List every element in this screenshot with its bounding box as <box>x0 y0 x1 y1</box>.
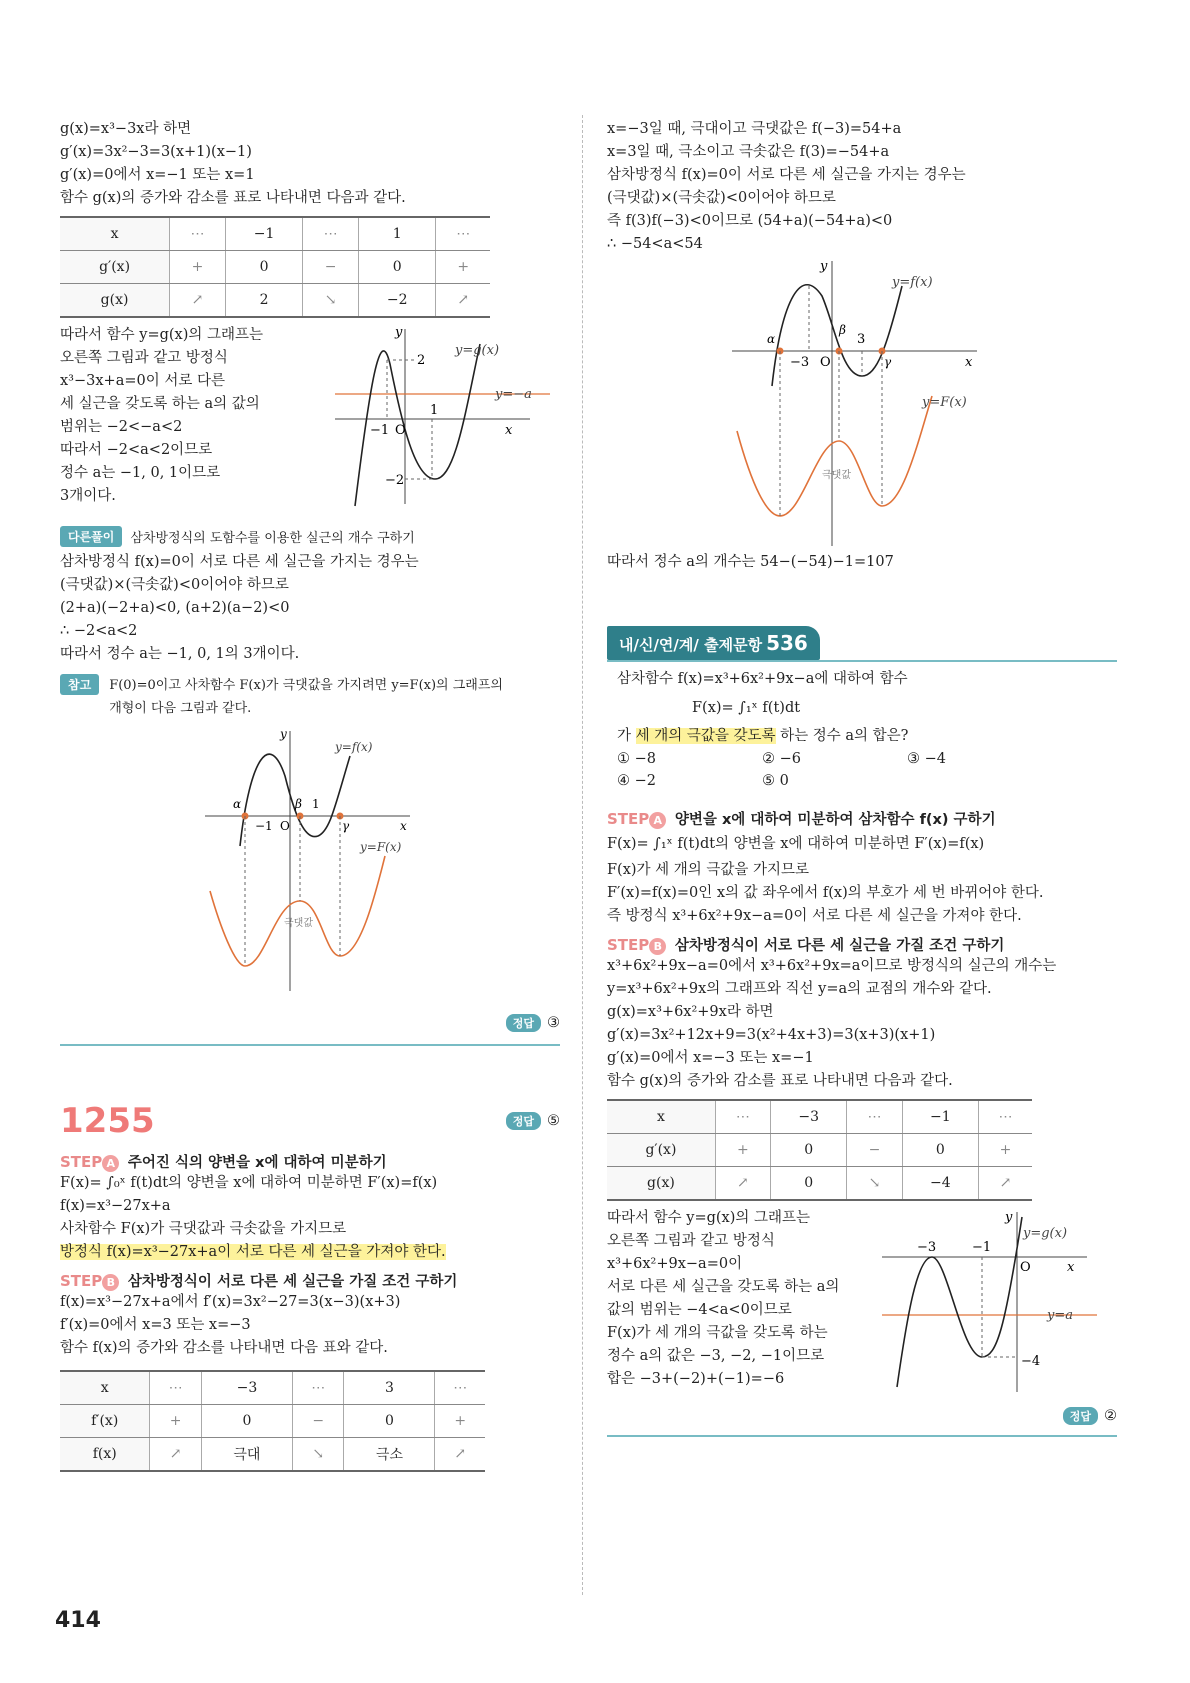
text-line: 삼차방정식 f(x)=0이 서로 다른 세 실근을 가지는 경우는 <box>607 167 966 183</box>
text-line: g(x)=x³−3x라 하면 <box>60 121 192 137</box>
left-column <box>60 118 560 1478</box>
table-row <box>60 1405 485 1438</box>
text-line: F(x)가 세 개의 극값을 가지므로 <box>607 862 810 878</box>
tick-label: 3 <box>857 332 866 347</box>
text-line: 따라서 함수 y=g(x)의 그래프는 <box>607 1210 811 1226</box>
table-cell: ⋯ <box>170 217 226 251</box>
text-line: F(x)= ∫₁ˣ f(t)dt <box>692 700 801 716</box>
beta-label: β <box>839 323 846 337</box>
origin-label: O <box>280 819 290 833</box>
text-line: g′(x)=0에서 x=−1 또는 x=1 <box>60 167 255 183</box>
table-cell: −1 <box>902 1100 979 1134</box>
table-cell: ↗ <box>170 284 226 318</box>
note-section <box>60 674 560 1014</box>
table-cell: ⋯ <box>435 1371 485 1405</box>
table-cell: 0 <box>225 251 302 284</box>
curve-f-label: y=f(x) <box>335 740 373 754</box>
problem-536-body <box>607 668 1117 792</box>
table-cell: − <box>303 251 359 284</box>
table-row <box>60 217 490 251</box>
text-line: y=x³+6x²+9x의 그래프와 직선 y=a의 교점의 개수와 같다. <box>607 981 992 997</box>
text-line: x=3일 때, 극소이고 극솟값은 f(3)=−54+a <box>607 144 890 160</box>
step-label: STEP <box>60 1272 103 1290</box>
table-cell: 2 <box>225 284 302 318</box>
text-line: F(x)= ∫₁ˣ f(t)dt의 양변을 x에 대하여 미분하면 F′(x)=f(x) <box>607 836 985 852</box>
table-row <box>607 1134 1032 1167</box>
text-line: 개형이 다음 그림과 같다. <box>109 701 252 716</box>
max-value-label: 극댓값 <box>822 470 851 481</box>
table-cell: −3 <box>770 1100 847 1134</box>
text-line: ∴ −2<a<2 <box>60 623 138 639</box>
table-cell: + <box>150 1405 201 1438</box>
tick-label: 1 <box>430 403 439 418</box>
table-cell: 0 <box>902 1134 979 1167</box>
tick-label: −3 <box>917 1240 937 1255</box>
graph-section-1 <box>60 324 560 514</box>
table-cell: ⋯ <box>715 1100 770 1134</box>
gamma-label: γ <box>884 355 892 369</box>
graph-section-4 <box>607 1207 1117 1407</box>
text-line: 함수 f(x)의 증가와 감소를 나타내면 다음 표와 같다. <box>60 1340 388 1356</box>
y-axis-label: y <box>820 259 828 274</box>
table-cell: 1 <box>358 217 435 251</box>
y-axis-label: y <box>395 325 403 340</box>
alt-title: 삼차방정식의 도함수를 이용한 실근의 개수 구하기 <box>130 531 415 546</box>
step-letter: B <box>102 1274 119 1291</box>
text-line: x³+6x²+9x−a=0이 <box>607 1256 743 1272</box>
text-line: 즉 f(3)f(−3)<0이므로 (54+a)(−54+a)<0 <box>607 213 893 229</box>
table-cell: x <box>60 1371 150 1405</box>
text-line: 서로 다른 세 실근을 갖도록 하는 a의 <box>607 1279 840 1295</box>
tick-label: −3 <box>790 355 810 370</box>
table-cell: 0 <box>201 1405 292 1438</box>
table-cell: 0 <box>344 1405 435 1438</box>
cubic-graph-g2 <box>877 1207 1102 1397</box>
text-line: x=−3일 때, 극대이고 극댓값은 f(−3)=54+a <box>607 121 902 137</box>
table-cell: ⋯ <box>436 217 490 251</box>
choice-2[interactable]: ② −6 <box>762 751 801 767</box>
text-line: x³−3x+a=0이 서로 다른 <box>60 373 225 389</box>
text-line: 따라서 −2<a<2이므로 <box>60 442 213 458</box>
table-cell: 극대 <box>201 1438 292 1472</box>
table-cell: + <box>715 1134 770 1167</box>
table-cell: + <box>979 1134 1032 1167</box>
text-line: 즉 방정식 x³+6x²+9x−a=0이 서로 다른 세 실근을 가져야 한다. <box>607 908 1022 924</box>
text-line: 세 실근을 갖도록 하는 a의 값의 <box>60 396 260 412</box>
problem-number: 1255 <box>60 1101 155 1141</box>
line-label: y=a <box>1047 1308 1073 1323</box>
table-cell: f′(x) <box>60 1405 150 1438</box>
table-cell: −2 <box>358 284 435 318</box>
table-cell: ⋯ <box>150 1371 201 1405</box>
text-line: 함수 g(x)의 증가와 감소를 표로 나타내면 다음과 같다. <box>607 1073 953 1089</box>
max-value-label: 극댓값 <box>284 918 313 929</box>
text-line: g′(x)=0에서 x=−3 또는 x=−1 <box>607 1050 814 1066</box>
highlight-text: 방정식 f(x)=x³−27x+a이 서로 다른 세 실근을 가져야 한다. <box>60 1244 446 1260</box>
answer-badge: 정답 <box>506 1014 541 1032</box>
question-text-post: 하는 정수 a의 합은? <box>775 728 909 744</box>
text-line: g′(x)=3x²+12x+9=3(x²+4x+3)=3(x+3)(x+1) <box>607 1027 936 1043</box>
step-a-right <box>607 808 1117 829</box>
answer-badge: 정답 <box>1063 1407 1098 1425</box>
table-cell: ↘ <box>292 1438 343 1472</box>
text-line: x³+6x²+9x−a=0에서 x³+6x²+9x=a이므로 방정식의 실근의 개수는 <box>607 958 1057 974</box>
text-line: 사차함수 F(x)가 극댓값과 극솟값을 가지므로 <box>60 1221 347 1237</box>
table-cell: ⋯ <box>979 1100 1032 1134</box>
curve-F-label: y=F(x) <box>360 840 402 854</box>
table-cell: 0 <box>358 251 435 284</box>
table-cell: − <box>847 1134 902 1167</box>
table-row <box>607 1100 1032 1134</box>
problem-head <box>607 626 820 660</box>
text-line: 범위는 −2<−a<2 <box>60 419 183 435</box>
tick-label: −2 <box>385 473 405 488</box>
table-cell: −1 <box>225 217 302 251</box>
table-cell: g′(x) <box>60 251 170 284</box>
text-line: ∴ −54<a<54 <box>607 236 703 252</box>
alt-solution <box>60 526 560 666</box>
table-row <box>60 284 490 318</box>
curve-label: y=g(x) <box>1023 1226 1068 1241</box>
table-cell: x <box>607 1100 715 1134</box>
step-letter: B <box>649 938 666 955</box>
table-cell: ↗ <box>435 1438 485 1472</box>
right-column <box>607 118 1117 1437</box>
text-line: 삼차방정식 f(x)=0이 서로 다른 세 실근을 가지는 경우는 <box>60 554 419 570</box>
answer-row-1 <box>60 1014 560 1032</box>
table-cell: ↗ <box>979 1167 1032 1201</box>
x-axis-label: x <box>400 819 407 833</box>
text-line: (2+a)(−2+a)<0, (a+2)(a−2)<0 <box>60 600 290 616</box>
answer-value: ⑤ <box>547 1113 560 1129</box>
answer-value: ② <box>1104 1408 1117 1424</box>
variation-table-g2 <box>607 1099 1032 1201</box>
text-line: (극댓값)×(극솟값)<0이어야 하므로 <box>607 190 836 206</box>
table-cell: 3 <box>344 1371 435 1405</box>
table-cell: ↘ <box>847 1167 902 1201</box>
table-cell: f(x) <box>60 1438 150 1472</box>
text-line: (극댓값)×(극솟값)<0이어야 하므로 <box>60 577 289 593</box>
text-line: F(x)가 세 개의 극값을 갖도록 하는 <box>607 1325 828 1341</box>
text-line: 오른쪽 그림과 같고 방정식 <box>607 1233 775 1249</box>
section-rule <box>60 1044 560 1046</box>
alt-badge: 다른풀이 <box>60 526 122 547</box>
text-line: 합은 −3+(−2)+(−1)=−6 <box>607 1371 785 1387</box>
origin-label: O <box>820 355 831 370</box>
text-line: 삼차함수 f(x)=x³+6x²+9x−a에 대하여 함수 <box>617 671 908 687</box>
tick-label: 1 <box>312 797 320 811</box>
x-axis-label: x <box>505 423 513 438</box>
curve-f-label: y=f(x) <box>892 275 933 290</box>
cubic-graph-g <box>330 324 560 509</box>
table-cell: + <box>170 251 226 284</box>
step-label: STEP <box>607 810 650 828</box>
table-cell: ↗ <box>150 1438 201 1472</box>
step-title: 주어진 식의 양변을 x에 대하여 미분하기 <box>127 1155 387 1171</box>
column-divider <box>582 115 583 1595</box>
step-label: STEP <box>60 1153 103 1171</box>
variation-table-f <box>60 1370 485 1472</box>
x-axis-label: x <box>965 355 973 370</box>
tick-label: −1 <box>370 423 390 438</box>
step-b-left <box>60 1270 560 1291</box>
page-number: 414 <box>55 1608 101 1633</box>
table-row <box>60 251 490 284</box>
table-row <box>60 1438 485 1472</box>
table-cell: g(x) <box>60 284 170 318</box>
answer-row-right <box>607 1407 1117 1425</box>
gamma-label: γ <box>342 819 350 833</box>
problem-head-number: 536 <box>766 631 808 655</box>
step-title: 양변을 x에 대하여 미분하여 삼차함수 f(x) 구하기 <box>674 812 996 828</box>
table-cell: + <box>435 1405 485 1438</box>
choice-5[interactable]: ⑤ 0 <box>762 773 789 789</box>
table-cell: −4 <box>902 1167 979 1201</box>
line-label: y=−a <box>495 387 532 402</box>
alpha-label: α <box>767 332 776 346</box>
y-axis-label: y <box>1005 1210 1013 1225</box>
text-line: g(x)=x³+6x²+9x라 하면 <box>607 1004 774 1020</box>
alpha-label: α <box>233 797 242 811</box>
choice-1[interactable]: ① −8 <box>617 751 656 767</box>
text-line: 3개이다. <box>60 488 116 504</box>
table-cell: ↗ <box>436 284 490 318</box>
step-a-left <box>60 1151 560 1172</box>
answer-badge: 정답 <box>506 1112 541 1130</box>
tick-label: −4 <box>1021 1354 1041 1369</box>
table-cell: 0 <box>770 1134 847 1167</box>
table-row <box>607 1167 1032 1201</box>
table-cell: ⋯ <box>847 1100 902 1134</box>
choice-list <box>617 748 1117 792</box>
table-cell: −3 <box>201 1371 292 1405</box>
curve-label: y=g(x) <box>455 343 500 358</box>
text-line: F′(x)=f(x)=0인 x의 값 좌우에서 f(x)의 부호가 세 번 바뀌어야 한다. <box>607 885 1044 901</box>
tick-label: 2 <box>417 353 426 368</box>
origin-label: O <box>1020 1260 1031 1275</box>
table-row <box>60 1371 485 1405</box>
table-cell: 0 <box>770 1167 847 1201</box>
problem-head-label: 내/신/연/계/ 출제문항 <box>619 636 763 654</box>
text-line: f(x)=x³−27x+a에서 f′(x)=3x²−27=3(x−3)(x+3) <box>60 1294 401 1310</box>
text-line: 값의 범위는 −4<a<0이므로 <box>607 1302 792 1318</box>
table-cell: ⋯ <box>303 217 359 251</box>
answer-value: ③ <box>547 1015 560 1031</box>
origin-label: O <box>395 423 406 438</box>
text-line: F(0)=0이고 사차함수 F(x)가 극댓값을 가지려면 y=F(x)의 그래프의 <box>109 678 503 693</box>
table-cell: 극소 <box>344 1438 435 1472</box>
text-line: 따라서 정수 a는 −1, 0, 1의 3개이다. <box>60 646 300 662</box>
table-cell: − <box>292 1405 343 1438</box>
text-line: g′(x)=3x²−3=3(x+1)(x−1) <box>60 144 252 160</box>
table-cell: ⋯ <box>292 1371 343 1405</box>
step-b-right <box>607 934 1117 955</box>
table-cell: g(x) <box>607 1167 715 1201</box>
step-letter: A <box>649 812 666 829</box>
question-highlight: 세 개의 극값을 갖도록 <box>635 728 776 744</box>
text-line: F(x)= ∫₀ˣ f(t)dt의 양변을 x에 대하여 미분하면 F′(x)=f(x) <box>60 1175 438 1191</box>
table-cell: + <box>436 251 490 284</box>
step-title: 삼차방정식이 서로 다른 세 실근을 가질 조건 구하기 <box>674 938 1005 954</box>
problem-536-header <box>607 626 1117 662</box>
note-badge: 참고 <box>60 674 99 695</box>
text-line: 정수 a의 값은 −3, −2, −1이므로 <box>607 1348 825 1364</box>
question-text-pre: 가 <box>617 728 636 744</box>
tick-label: −1 <box>972 1240 992 1255</box>
quartic-graph-1 <box>200 726 430 996</box>
choice-4[interactable]: ④ −2 <box>617 773 656 789</box>
text-line: f′(x)=0에서 x=3 또는 x=−3 <box>60 1317 251 1333</box>
y-axis-label: y <box>280 727 287 741</box>
beta-label: β <box>295 797 302 811</box>
problem-1255-header <box>60 1101 560 1141</box>
table-cell: ↗ <box>715 1167 770 1201</box>
text-line: 오른쪽 그림과 같고 방정식 <box>60 350 228 366</box>
text-line: 정수 a는 −1, 0, 1이므로 <box>60 465 221 481</box>
text-line: 따라서 정수 a의 개수는 54−(−54)−1=107 <box>607 554 894 570</box>
quartic-graph-2 <box>727 256 987 551</box>
text-line: f(x)=x³−27x+a <box>60 1198 171 1214</box>
step-label: STEP <box>607 936 650 954</box>
table-cell: g′(x) <box>607 1134 715 1167</box>
variation-table-g <box>60 216 490 318</box>
choice-3[interactable]: ③ −4 <box>907 751 946 767</box>
x-axis-label: x <box>1067 1260 1075 1275</box>
step-title: 삼차방정식이 서로 다른 세 실근을 가질 조건 구하기 <box>127 1274 458 1290</box>
tick-label: −1 <box>255 819 273 833</box>
text-line: 함수 g(x)의 증가와 감소를 표로 나타내면 다음과 같다. <box>60 190 406 206</box>
section-rule <box>607 1435 1117 1437</box>
intro-block <box>60 118 560 210</box>
table-cell: x <box>60 217 170 251</box>
curve-F-label: y=F(x) <box>922 395 967 410</box>
text-line: 따라서 함수 y=g(x)의 그래프는 <box>60 327 264 343</box>
table-cell: ↘ <box>303 284 359 318</box>
step-letter: A <box>102 1155 119 1172</box>
